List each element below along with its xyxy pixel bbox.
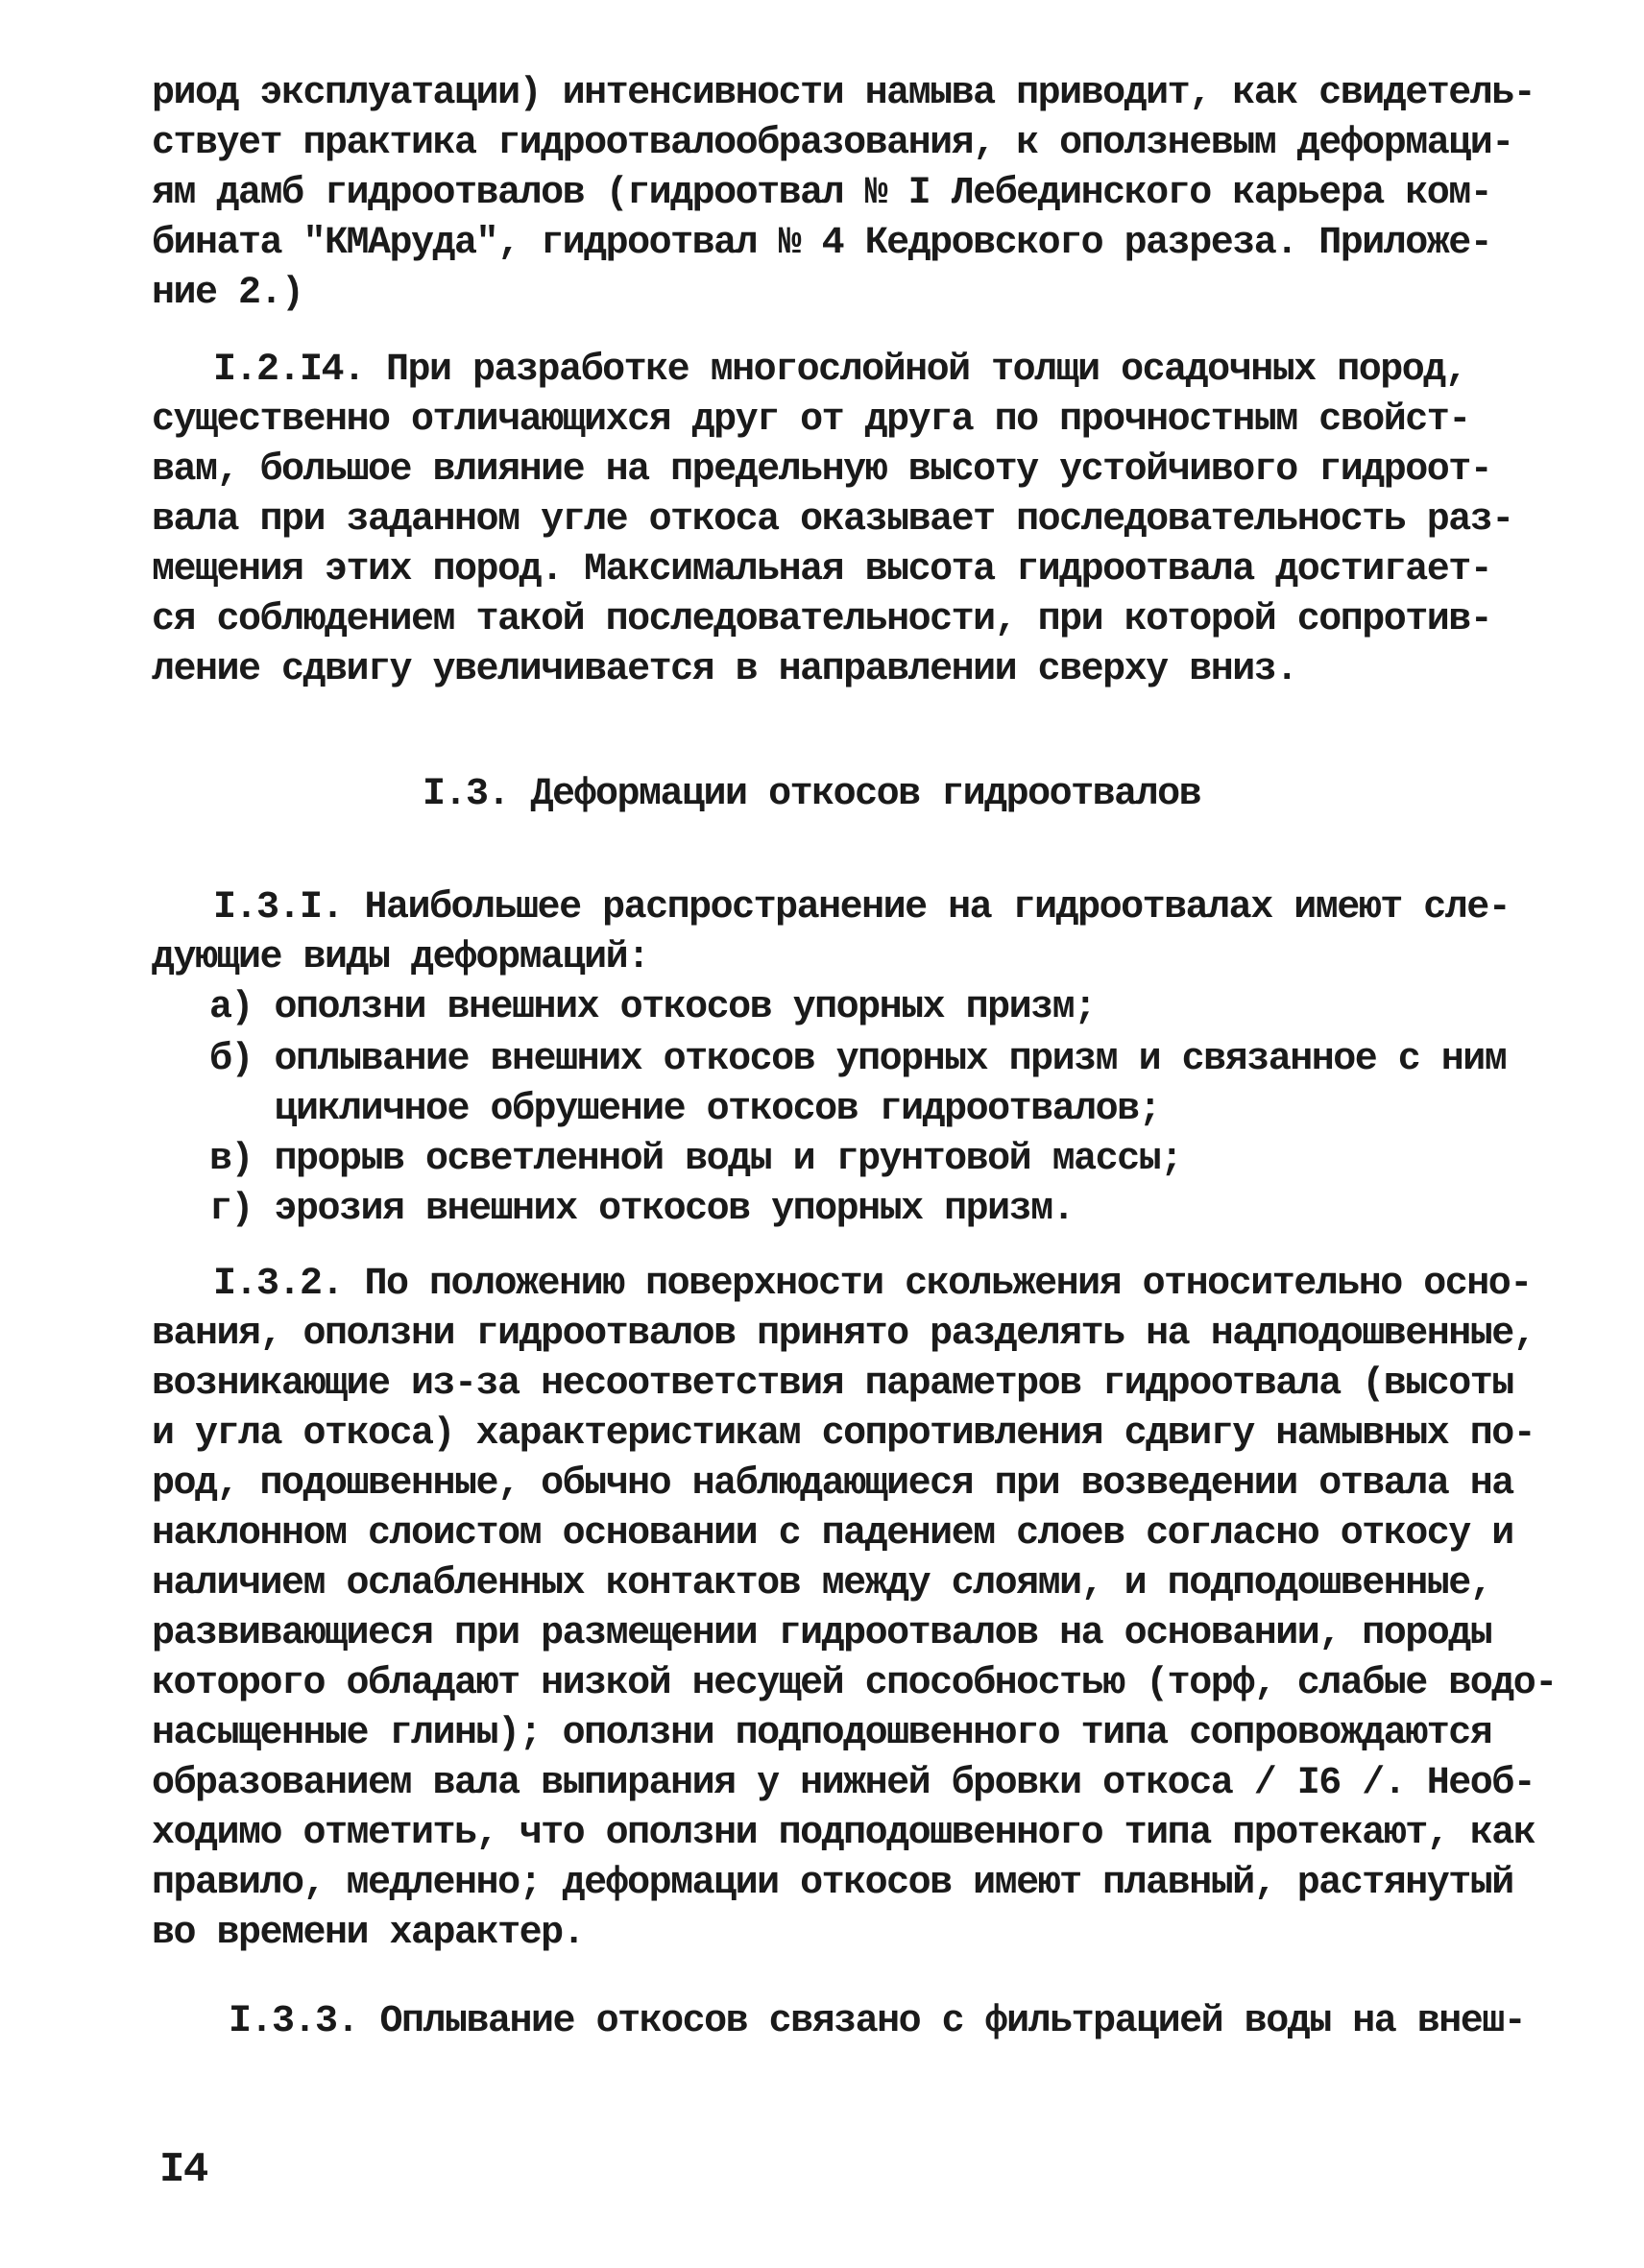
text-line: риод эксплуатации) интенсивности намыва приводит, как свидетель- [152,72,1535,115]
text-line: ям дамб гидроотвалов (гидроотвал № I Лебединского карьера ком- [152,172,1492,215]
text-line: существенно отличающихся друг от друга по прочностным свойст- [152,398,1470,442]
text-line: правило, медленно; деформации откосов имеют плавный, растянутый [152,1862,1513,1905]
list-item: цикличное обрушение откосов гидроотвалов; [209,1088,1161,1131]
text-line: вания, оползни гидроотвалов принято разделять на надподошвенные, [152,1313,1535,1356]
list-item: а) оползни внешних откосов упорных призм; [209,986,1096,1029]
text-line: бината "КМАруда", гидроотвал № 4 Кедровского разреза. Приложе- [152,222,1492,265]
text-line: ние 2.) [152,272,303,315]
text-line: мещения этих пород. Максимальная высота гидроотвала достигает- [152,548,1492,591]
text-line: I.3.2. По положению поверхности скольжения относительно осно- [213,1263,1532,1306]
text-line: во времени характер. [152,1912,585,1955]
text-line: ление сдвигу увеличивается в направлении сверху вниз. [152,648,1297,691]
page-number: I4 [159,2146,207,2194]
text-line: I.3.3. Оплывание откосов связано с фильтрацией воды на внеш- [229,2000,1526,2043]
text-line: которого обладают низкой несущей способностью (торф, слабые водо- [152,1662,1557,1705]
text-line: дующие виды деформаций: [152,936,649,979]
text-line: вала при заданном угле откоса оказывает последовательность раз- [152,498,1513,542]
text-line: род, подошвенные, обычно наблюдающиеся при возведении отвала на [152,1462,1513,1506]
text-line: развивающиеся при размещении гидроотвалов на основании, породы [152,1612,1492,1655]
text-line: ствует практика гидроотвалообразования, к оползневым деформаци- [152,122,1513,165]
text-line: I.2.I4. При разработке многослойной толщи осадочных пород, [213,349,1467,392]
text-line: образованием вала выпирания у нижней бровки откоса / I6 /. Необ- [152,1762,1535,1805]
section-heading: I.3. Деформации откосов гидроотвалов [423,773,1201,816]
list-item: в) прорыв осветленной воды и грунтовой массы; [209,1138,1182,1181]
list-item: б) оплывание внешних откосов упорных призм и связанное с ним [209,1038,1507,1081]
text-line: наклонном слоистом основании с падением слоев согласно откосу и [152,1512,1513,1556]
text-line: ходимо отметить, что оползни подподошвенного типа протекают, как [152,1812,1535,1855]
text-line: ся соблюдением такой последовательности, при которой сопротив- [152,598,1492,641]
text-line: вам, большое влияние на предельную высоту устойчивого гидроот- [152,448,1492,492]
text-line: насыщенные глины); оползни подподошвенного типа сопровождаются [152,1712,1492,1755]
list-item: г) эрозия внешних откосов упорных призм. [209,1188,1075,1231]
text-line: и угла откоса) характеристикам сопротивления сдвигу намывных по- [152,1412,1535,1456]
text-line: I.3.I. Наибольшее распространение на гидроотвалах имеют сле- [213,886,1511,929]
text-line: возникающие из-за несоответствия параметров гидроотвала (высоты [152,1363,1513,1406]
text-line: наличием ослабленных контактов между слоями, и подподошвенные, [152,1562,1492,1605]
